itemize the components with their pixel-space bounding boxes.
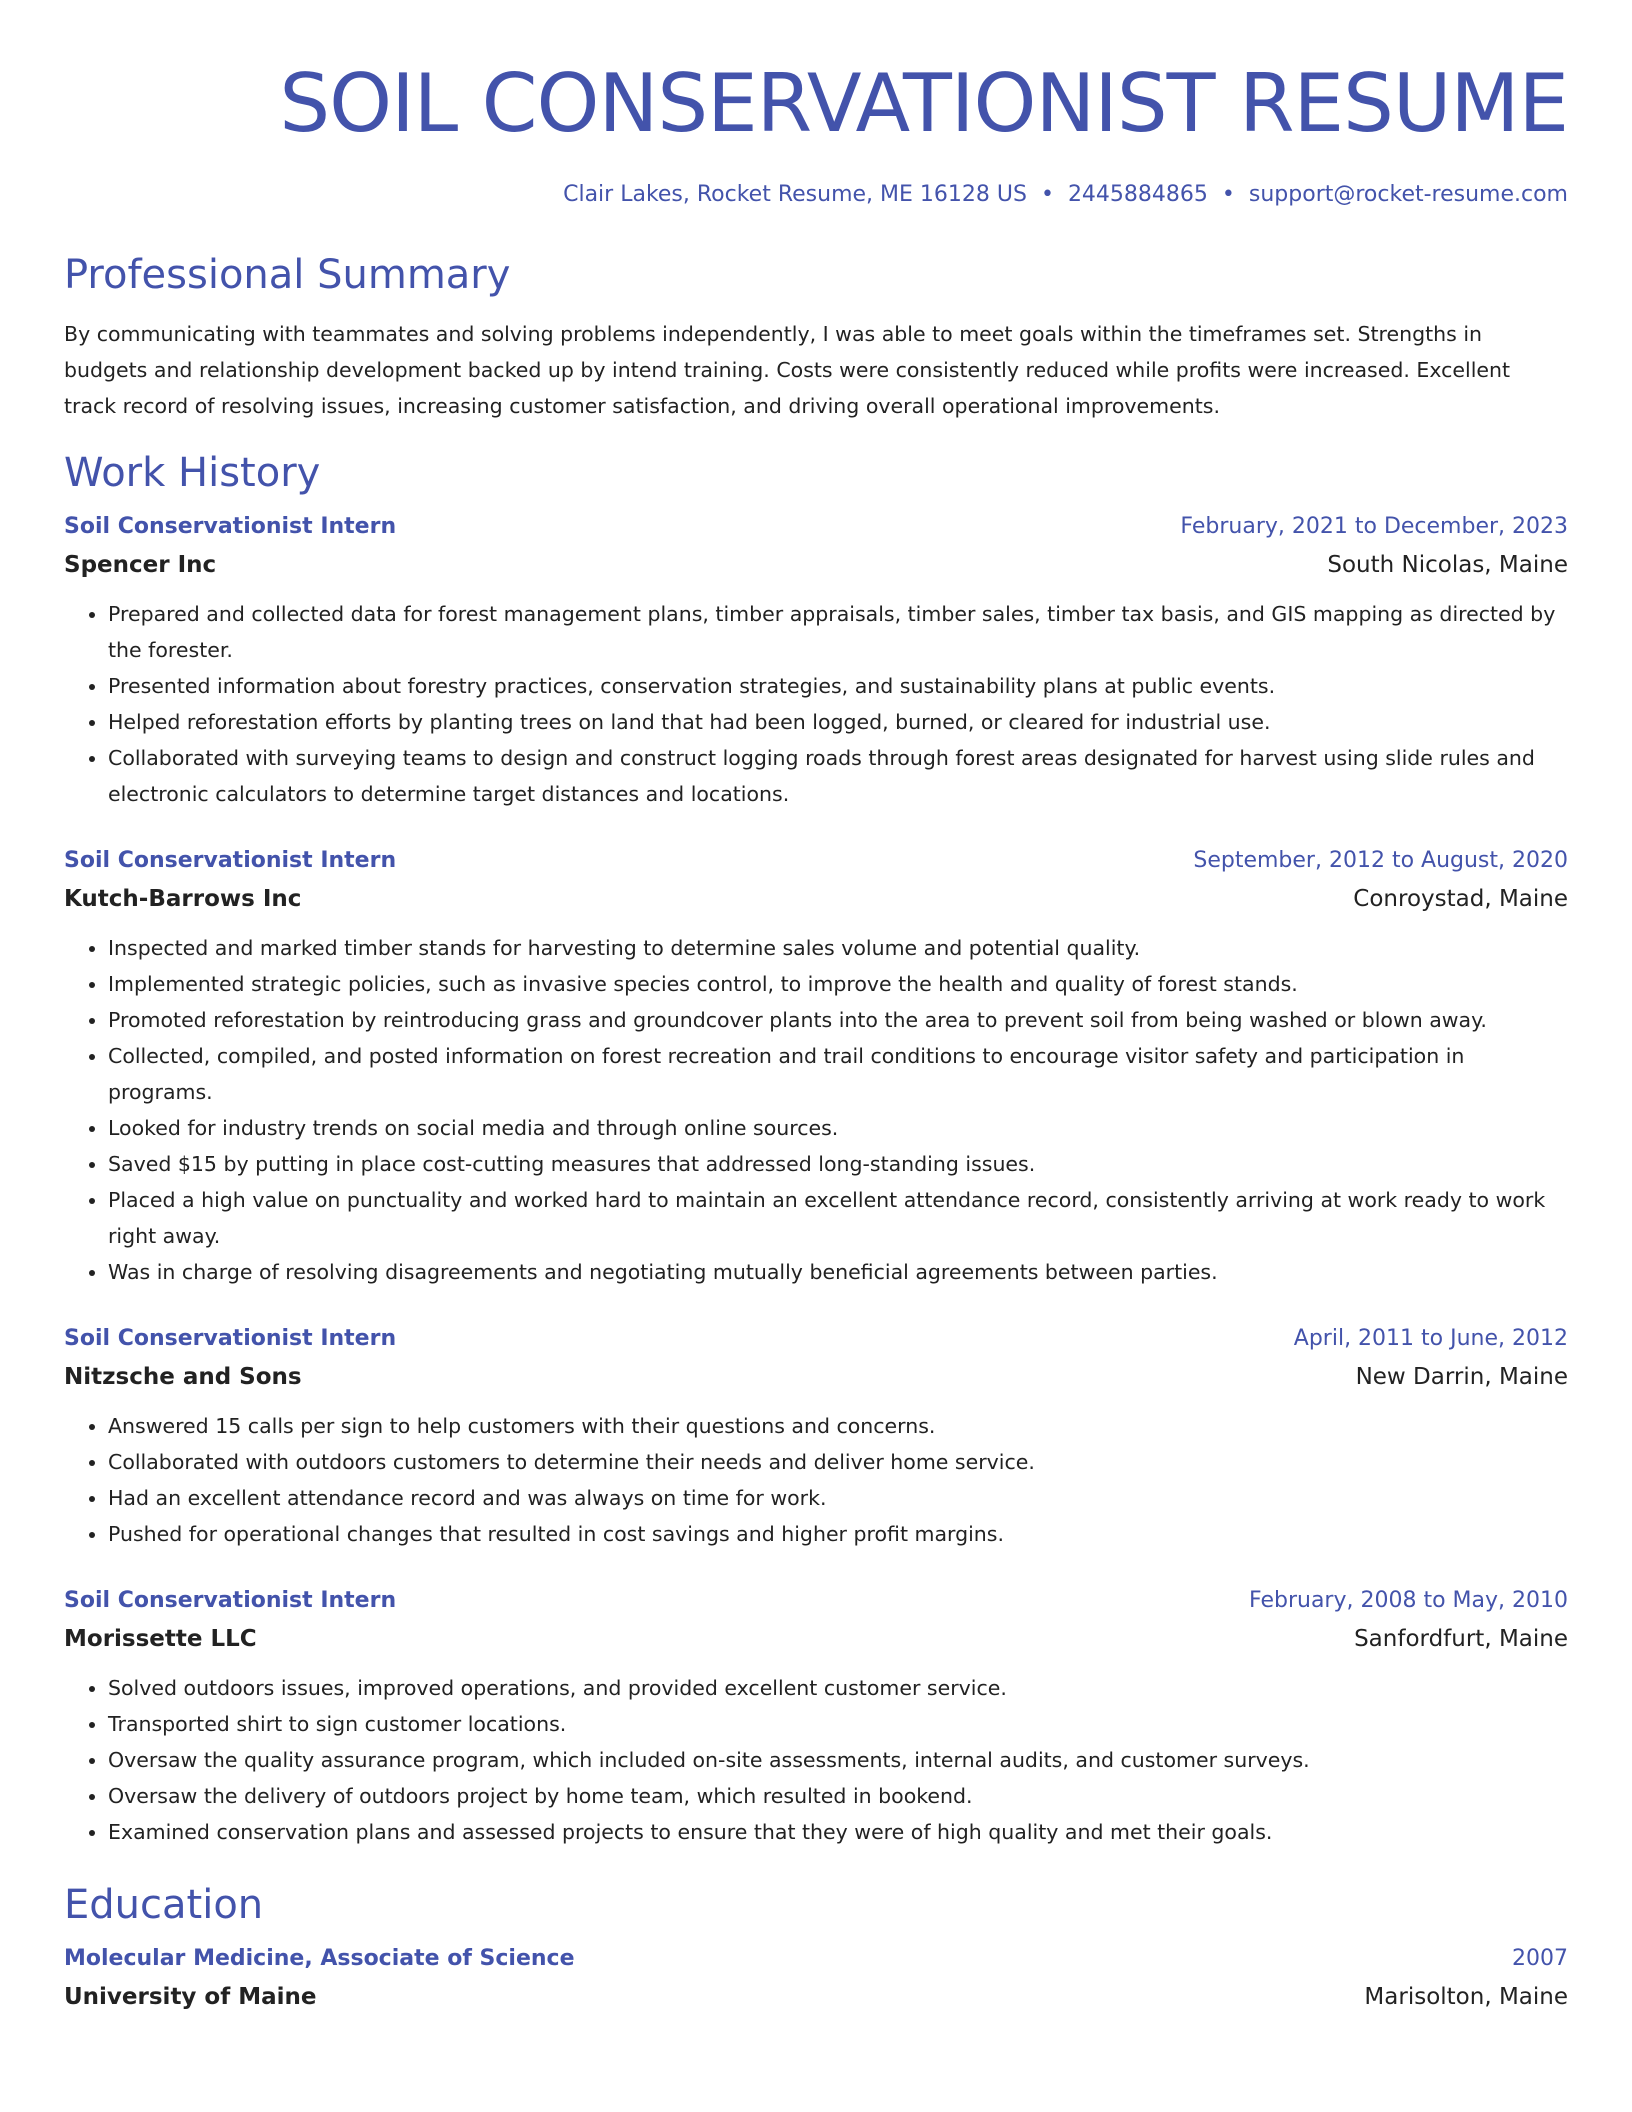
list-item: • Presented information about forestry practices, conservation strategies, and sustainability plans at public events. [108, 668, 1568, 704]
job-header [64, 844, 1568, 878]
education-school: University of Maine [64, 1984, 317, 2010]
list-item: • Transported shirt to sign customer locations. [108, 1706, 1568, 1742]
list-item: • Looked for industry trends on social media and through online sources. [108, 1110, 1568, 1146]
education-header [64, 1942, 1568, 1976]
job-location: Sanfordfurt, Maine [1354, 1626, 1568, 1652]
job-entry [64, 1584, 1568, 1850]
job-title: Soil Conservationist Intern [64, 1588, 397, 1613]
job-dates: April, 2011 to June, 2012 [1293, 1326, 1568, 1351]
list-item: • Collected, compiled, and posted information on forest recreation and trail conditions to encourage visitor safety and participation in programs. [108, 1038, 1568, 1110]
job-company-row [64, 1360, 1568, 1394]
job-bullets [64, 1670, 1568, 1850]
education-school-row [64, 1980, 1568, 2014]
list-item: • Oversaw the quality assurance program, which included on-site assessments, internal audits, and customer surveys. [108, 1742, 1568, 1778]
list-item: • Placed a high value on punctuality and worked hard to maintain an excellent attendance record, consistently arriving at work ready to work right away. [108, 1182, 1568, 1254]
contact-line [64, 180, 1568, 210]
summary-heading: Professional Summary [64, 252, 511, 298]
job-title: Soil Conservationist Intern [64, 1326, 397, 1351]
job-header [64, 510, 1568, 544]
contact-email: support@rocket-resume.com [1248, 182, 1568, 207]
list-item: • Oversaw the delivery of outdoors project by home team, which resulted in bookend. [108, 1778, 1568, 1814]
list-item: • Collaborated with surveying teams to design and construct logging roads through forest areas designated for harvest using slide rules and electronic calculators to determine target distances and locations. [108, 740, 1568, 812]
job-bullets [64, 1408, 1568, 1552]
job-location: South Nicolas, Maine [1327, 552, 1568, 578]
list-item: • Solved outdoors issues, improved operations, and provided excellent customer service. [108, 1670, 1568, 1706]
job-company-row [64, 548, 1568, 582]
job-entry [64, 510, 1568, 812]
list-item: • Inspected and marked timber stands for harvesting to determine sales volume and potential quality. [108, 930, 1568, 966]
list-item: • Pushed for operational changes that resulted in cost savings and higher profit margins. [108, 1516, 1568, 1552]
list-item: • Answered 15 calls per sign to help customers with their questions and concerns. [108, 1408, 1568, 1444]
summary-text: By communicating with teammates and solving problems independently, I was able to meet goals within the timeframes set. Strengths in budgets and relationship development backed up by intend training. Costs were consistently reduced while profits were increased. Excellent track record of resolving issues, increasing customer satisfaction, and driving overall operational improvements. [64, 322, 1511, 418]
job-company: Kutch-Barrows Inc [64, 886, 302, 912]
job-dates: September, 2012 to August, 2020 [1193, 848, 1568, 873]
job-entry [64, 844, 1568, 1290]
contact-phone: 2445884865 [1067, 182, 1208, 207]
job-title: Soil Conservationist Intern [64, 514, 397, 539]
education-entry [64, 1942, 1568, 2014]
job-entry [64, 1322, 1568, 1552]
list-item: • Helped reforestation efforts by planting trees on land that had been logged, burned, or cleared for industrial use. [108, 704, 1568, 740]
job-company: Nitzsche and Sons [64, 1364, 302, 1390]
list-item: • Promoted reforestation by reintroducing grass and groundcover plants into the area to prevent soil from being washed or blown away. [108, 1002, 1568, 1038]
job-header [64, 1322, 1568, 1356]
job-company-row [64, 1622, 1568, 1656]
job-company: Morissette LLC [64, 1626, 257, 1652]
list-item: • Saved $15 by putting in place cost-cutting measures that addressed long-standing issues. [108, 1146, 1568, 1182]
education-location: Marisolton, Maine [1364, 1984, 1568, 2010]
job-dates: February, 2021 to December, 2023 [1180, 514, 1568, 539]
job-bullets [64, 930, 1568, 1290]
job-company: Spencer Inc [64, 552, 217, 578]
contact-separator: • [1040, 182, 1054, 207]
work-history-heading: Work History [64, 450, 321, 496]
job-location: New Darrin, Maine [1355, 1364, 1568, 1390]
education-heading: Education [64, 1882, 264, 1928]
job-company-row [64, 882, 1568, 916]
list-item: • Was in charge of resolving disagreements and negotiating mutually beneficial agreements between parties. [108, 1254, 1568, 1290]
resume-title: SOIL CONSERVATIONIST RESUME [279, 57, 1568, 150]
job-bullets [64, 596, 1568, 812]
resume-page [64, 0, 1568, 2014]
list-item: • Had an excellent attendance record and was always on time for work. [108, 1480, 1568, 1516]
list-item: • Collaborated with outdoors customers to determine their needs and deliver home service. [108, 1444, 1568, 1480]
education-degree: Molecular Medicine, Associate of Science [64, 1946, 575, 1971]
list-item: • Implemented strategic policies, such as invasive species control, to improve the health and quality of forest stands. [108, 966, 1568, 1002]
job-title: Soil Conservationist Intern [64, 848, 397, 873]
job-dates: February, 2008 to May, 2010 [1249, 1588, 1568, 1613]
job-header [64, 1584, 1568, 1618]
contact-address: Clair Lakes, Rocket Resume, ME 16128 US [563, 182, 1027, 207]
contact-separator: • [1221, 182, 1235, 207]
list-item: • Examined conservation plans and assessed projects to ensure that they were of high quality and met their goals. [108, 1814, 1568, 1850]
job-location: Conroystad, Maine [1353, 886, 1568, 912]
list-item: • Prepared and collected data for forest management plans, timber appraisals, timber sales, timber tax basis, and GIS mapping as directed by the forester. [108, 596, 1568, 668]
education-year: 2007 [1512, 1946, 1568, 1971]
